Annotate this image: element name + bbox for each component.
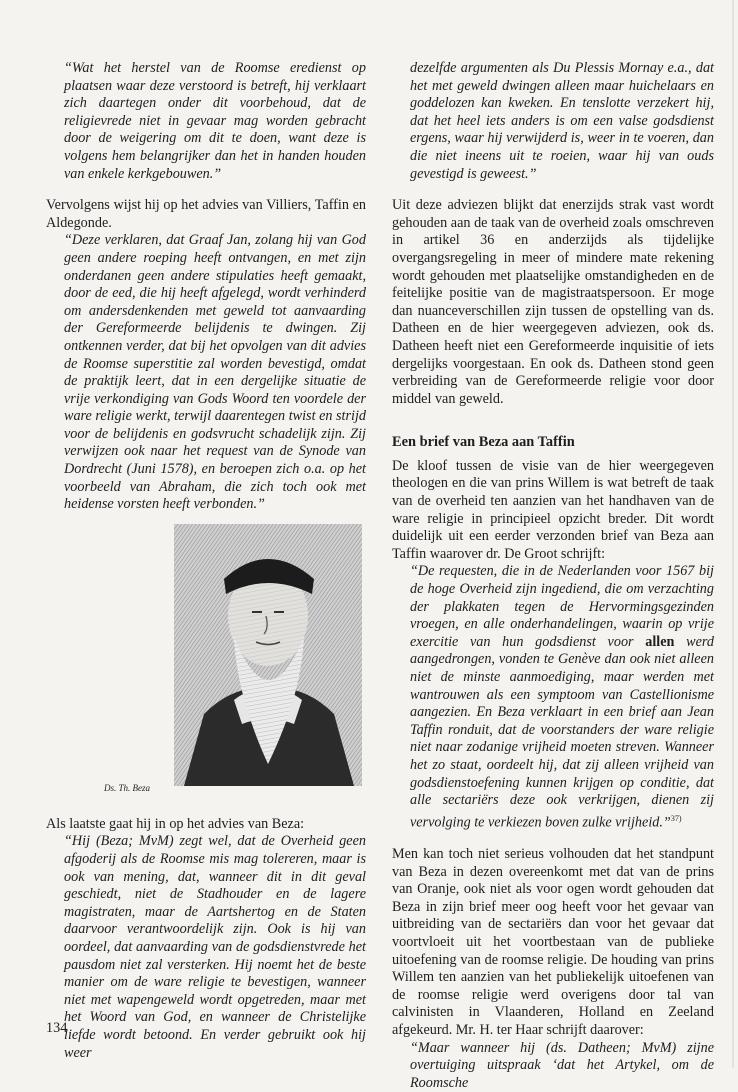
- section-heading: Een brief van Beza aan Taffin: [392, 434, 575, 451]
- paragraph-adviezen: Uit deze adviezen blijkt dat enerzijds strak vast wordt gehouden aan de taak van de overheid zoals omschreven in artikel 36 en anderzijds als tijdelijke overgangsregeling in meer of mindere mate rekening wordt gehouden met plaatselijke omstandigheden en de feitelijke positie van de magistraatspersoon. Er moge dan nuanceverschillen zijn tussen de opstelling van ds. Datheen en de hier weergegeven adviezen, ook ds. Datheen heeft niet een Gereformeerde inquisitie of iets dergelijks voorgestaan. En ook ds. Datheen stond geen verbreiding van de Gereformeerde religie voor door middel van geweld.: [392, 197, 714, 407]
- paragraph-standpunt: Men kan toch niet serieus volhouden dat het standpunt van Beza in dezen overeenkomt met dat van de prins van Oranje, ook niet als voor ogen wordt gehouden dat Beza in zijn brief meer oog heeft voor het gevaar van uitbreiding van de sectariërs dan voor het gevaar dat voortvloeit uit het voortbestaan van de publieke uitoefening van de roomse religie. De houding van prins Willem ten aanzien van het publiekelijk uitoefenen van de roomse religie werd overigens door tal van calvinisten in Vlaanderen, Holland en Zeeland afgekeurd. Mr. H. ter Haar schrijft daarover:: [392, 846, 714, 1039]
- right-column: [392, 60, 714, 1092]
- quote-continued: dezelfde argumenten als Du Plessis Mornay e.a., dat het met geweld dwingen alleen maar huichelaars en goddelozen kan kweken. En tenslotte verzekert hij, dat het heel iets anders is om een valse godsdienst ergens, waar hij verwijderd is, weer in te voeren, dan die niet ineens uit te roeien, waar hij van ouds gevestigd is geweest.”: [410, 60, 714, 182]
- quote-herstel: “Wat het herstel van de Roomse eredienst op plaatsen waar deze verstoord is betreft, hij verklaart zich daartegen onder dit voorbehoud, dat de religievrede niet in gevaar mag worden gebracht door de weigering om dit te doen, want deze is volgens hem belangrijker dan het in handen houden van enkele kerkgebouwen.”: [64, 60, 366, 182]
- page-number: 134: [46, 1020, 68, 1036]
- quote-requesten: [392, 563, 714, 832]
- paragraph-kloof: De kloof tussen de visie van de hier weergegeven theologen en die van prins Willem is wat betreft de taak van de overheid ten aanzien van het handhaven van de ware religie in principieel opzicht breder. Dit wordt duidelijk uit een eerder verzonden brief van Beza aan Taffin waarover dr. De Groot schrijft:: [392, 457, 714, 562]
- quote-emphasis-allen: allen: [645, 633, 675, 650]
- paragraph-villiers: Vervolgens wijst hij op het advies van Villiers, Taffin en Aldegonde.: [46, 197, 366, 231]
- portrait-caption: Ds. Th. Beza: [104, 783, 151, 794]
- left-column: [46, 60, 366, 1062]
- beza-portrait-engraving: [174, 524, 362, 786]
- page-edge: [732, 0, 734, 1068]
- paragraph-laatste: Als laatste gaat hij in op het advies van Beza:: [46, 815, 305, 832]
- quote-beza: “Hij (Beza; MvM) zegt wel, dat de Overheid geen afgoderij als de Roomse mis mag tolereren, maar is ook van mening, dat, wanneer dit in dit geval geschiedt, niet de Stadhouder en de lagere magistraten, maar de Aartshertog en de Staten daarvoor verantwoordelijk zijn. Ook is hij van oordeel, dat aanvaarding van de godsdienstvrede het pausdom niet zal versterken. Hij noemt het de beste manier om de ware religie te bevestigen, wanneer niet met wapengeweld wordt opgetreden, maar met het Woord van God, en wanneer de Christelijke liefde wordt betoond. En verder gebruikt ook hij weer: [64, 833, 366, 1061]
- quote-ter-haar: “Maar wanneer hij (ds. Datheen; MvM) zijne overtuiging uitspraak ‘dat het Artykel, om de Roomsche: [410, 1039, 714, 1091]
- footnote-ref: 37): [670, 813, 682, 823]
- quote-requesten-part2: werd aangedrongen, vonden te Genève dan ook niet alleen niet de minste aanmoediging, maar werden met wantrouwen als een symptoom van Castellionisme aangezien. En Beza verklaart in een brief aan Jean Taffin ronduit, dat de voorstanders der ware religie niet naar zodanige vrijheid moeten streven. Wanneer het zo staat, oordeelt hij, dat zij alleen vrijheid van godsdienstoefening kunnen krijgen op conditie, dat alle sectariërs deze ook verkrijgen, dienen zij vervolging te verkiezen boven zulke vrijheid.”: [410, 633, 714, 831]
- quote-requesten-part1: “De requesten, die in de Nederlanden voor 1567 bij de hoge Overheid zijn ingediend, die om verzachting der plakkaten tegen de Hervormingsgezinden vroegen, en alle onderhandelingen, waarin op vrije exercitie van hun godsdienst voor: [410, 563, 714, 650]
- quote-deze-verklaren: “Deze verklaren, dat Graaf Jan, zolang hij van God geen andere roeping heeft ontvangen, en met zijn onderdanen geen andere stipulaties heeft gemaakt, door de eed, die hij heeft afgelegd, wordt verhinderd om andersdenkenden met geweld tot aanvaarding der Gereformeerde belijdenis te dwingen. Zij ontkennen verder, dat bij het opvolgen van dit advies de Roomse superstitie zal worden bevestigd, omdat de praktijk leert, dat in een dergelijke situatie de vrije verkondiging van Gods Woord ten voordele der ware religie werkt, terwijl daarentegen twist en strijd voor de belijdenis en godsvrucht schadelijk zijn. Zij verwijzen ook naar het request van de Synode van Dordrecht (Juni 1578), en beroepen zich o.a. op het voorbeeld van Abraham, die zich toch ook met heidense vorsten heeft verbonden.”: [64, 232, 366, 513]
- portrait-figure: [46, 524, 366, 804]
